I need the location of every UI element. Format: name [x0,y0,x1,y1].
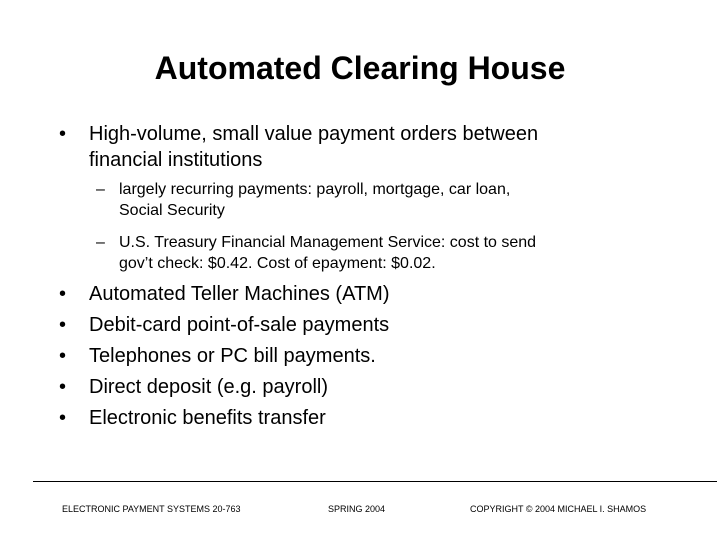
bullet-text: Debit-card point-of-sale payments [89,314,390,336]
sub-bullet-marker: – [96,181,105,198]
bullet-item [59,375,679,399]
slide-title: Automated Clearing House [154,50,566,86]
bullet-marker: • [59,283,67,305]
sub-bullet-text-line-1: U.S. Treasury Financial Management Service: cost to send [119,234,537,251]
footer-term: SPRING 2004 [328,504,386,514]
bullet-item [59,282,679,306]
footer-copyright: COPYRIGHT © 2004 MICHAEL I. SHAMOS [470,504,647,514]
footer-course: ELECTRONIC PAYMENT SYSTEMS 20-763 [62,504,241,514]
bullet-text: Direct deposit (e.g. payroll) [89,376,328,398]
sub-bullet-item [96,180,696,222]
bullet-marker: • [59,345,67,367]
sub-bullet-text-line-2: Social Security [119,202,225,219]
bullet-marker: • [59,123,67,145]
footer-divider [33,481,717,482]
bullet-marker: • [59,314,67,336]
sub-bullet-marker: – [96,234,105,251]
bullet-text-line-1: High-volume, small value payment orders between [89,123,539,145]
sub-bullet-text-line-2: gov’t check: $0.42. Cost of epayment: $0.02. [119,255,436,272]
bullet-text: Electronic benefits transfer [89,407,326,429]
bullet-item [59,406,679,430]
bullet-item [59,313,679,337]
bullet-text: Telephones or PC bill payments. [89,345,376,367]
bullet-text-line-2: financial institutions [89,149,263,171]
sub-bullet-text-line-1: largely recurring payments: payroll, mortgage, car loan, [119,181,511,198]
bullet-marker: • [59,376,67,398]
sub-bullet-item [96,233,696,275]
bullet-item [59,344,679,368]
bullet-item [59,122,679,170]
bullet-marker: • [59,407,67,429]
bullet-text: Automated Teller Machines (ATM) [89,283,390,305]
